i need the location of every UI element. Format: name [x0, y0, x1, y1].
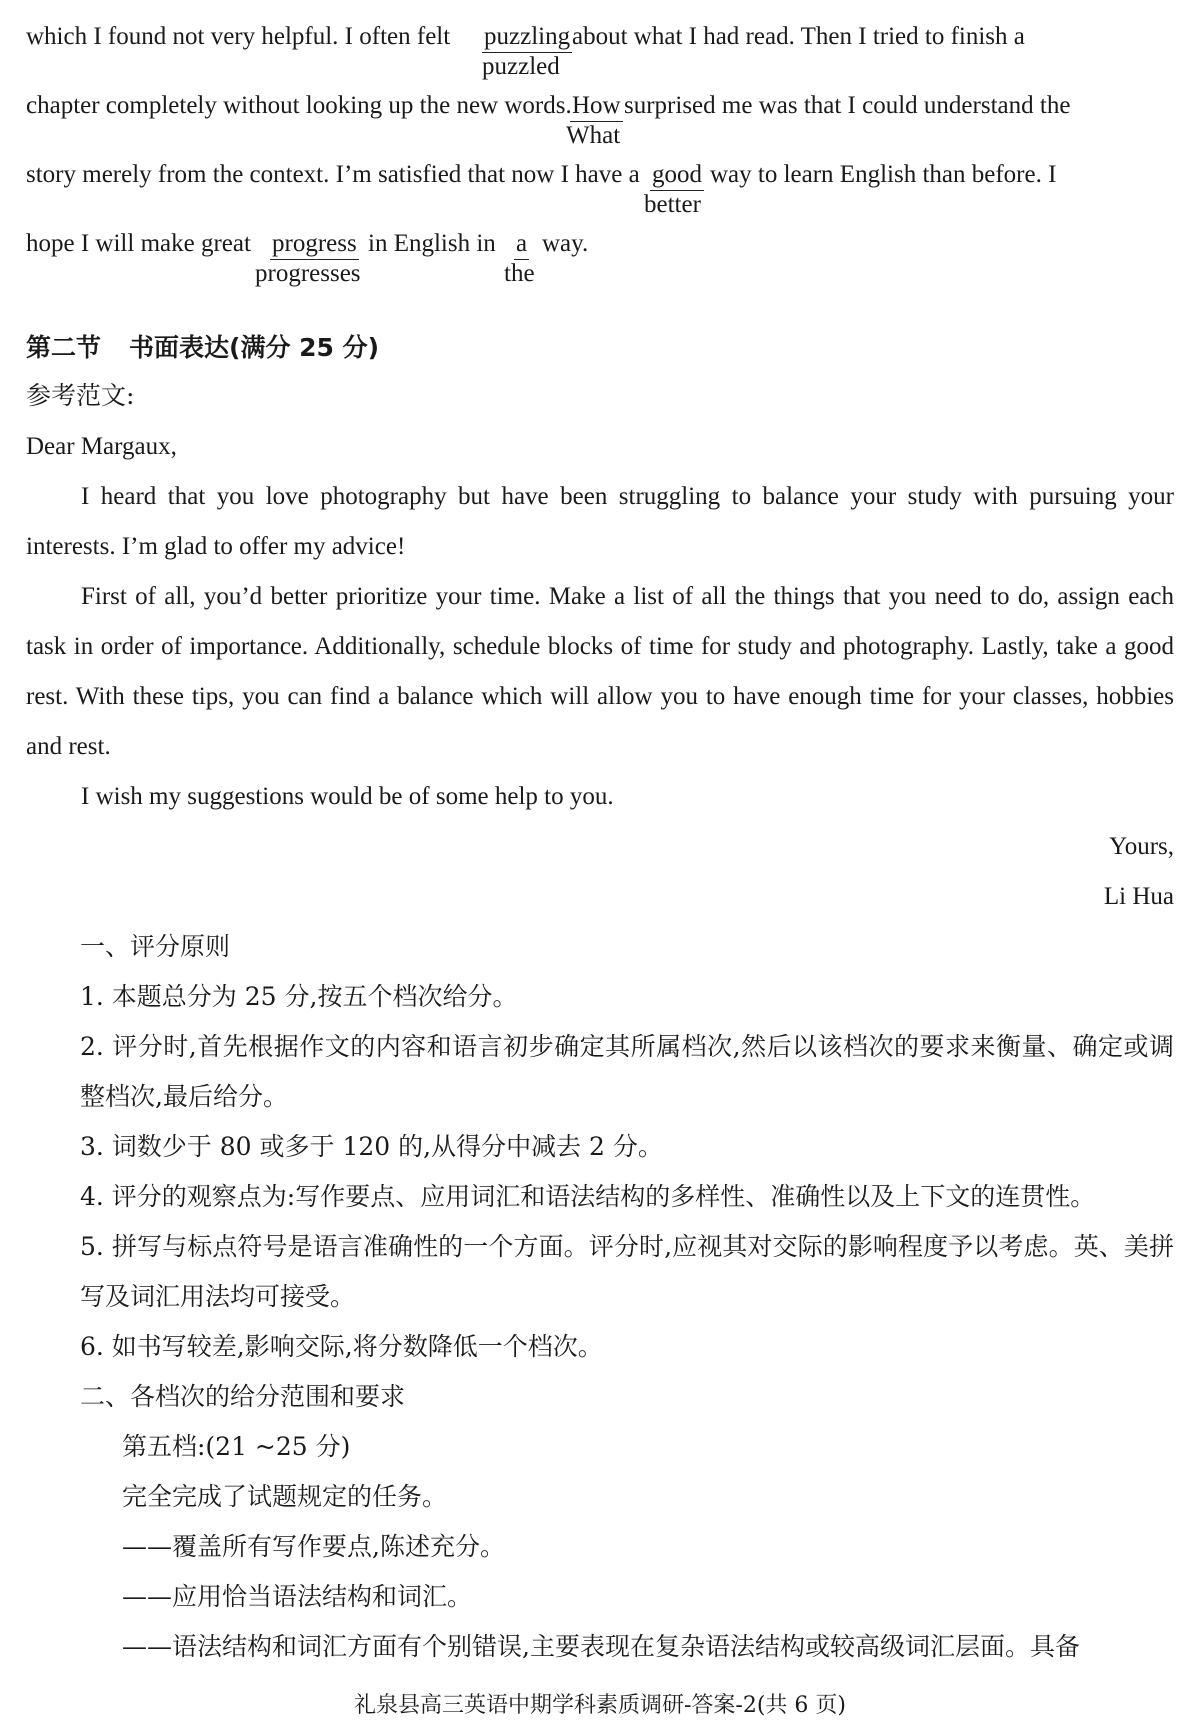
- letter-signer: Li Hua: [1103, 883, 1174, 910]
- rule-item-5: 5. 拼写与标点符号是语言准确性的一个方面。评分时,应视其对交际的影响程度予以考虑。英、美拼写及词汇用法均可接受。: [80, 1232, 1174, 1311]
- letter-paragraph-3: I wish my suggestions would be of some help to you.: [81, 783, 614, 810]
- correction-fix: What: [566, 122, 621, 149]
- rule-item-6: 6. 如书写较差,影响交际,将分数降低一个档次。: [80, 1332, 603, 1361]
- error-word: How: [570, 91, 623, 122]
- correction-fix: progresses: [255, 260, 361, 287]
- rules-heading-2: 二、各档次的给分范围和要求: [80, 1382, 406, 1411]
- rules-heading-1: 一、评分原则: [80, 932, 231, 961]
- rule-item-3: 3. 词数少于 80 或多于 120 的,从得分中减去 2 分。: [80, 1132, 663, 1161]
- line-text-before: hope I will make great: [26, 230, 251, 257]
- rule-item-2: 2. 评分时,首先根据作文的内容和语言初步确定其所属档次,然后以该档次的要求来衡量、确定或调整档次,最后给分。: [80, 1032, 1174, 1111]
- letter-closing: Yours,: [1109, 833, 1174, 860]
- section-heading: [26, 328, 379, 364]
- line-text-before: chapter completely without looking up the new words.: [26, 92, 572, 119]
- line-text-middle: in English in: [368, 230, 496, 257]
- letter-paragraph-2: First of all, you’d better prioritize your time. Make a list of all the things that you need to do, assign each task in order of importance. Additionally, schedule blocks of time for study and photography. Lastly, take a good rest. With these tips, you can find a balance which will allow you to have enough time for your classes, hobbies and rest.: [26, 583, 1174, 760]
- line-text-after: about what I had read. Then I tried to finish a: [572, 23, 1025, 50]
- error-word: good: [650, 160, 704, 191]
- page-footer: 礼泉县高三英语中期学科素质调研-答案-2(共 6 页): [353, 1693, 846, 1718]
- correction-fix: puzzled: [482, 53, 560, 80]
- error-word: puzzling: [482, 22, 572, 53]
- letter-paragraph-1: I heard that you love photography but have been struggling to balance your study with pursuing your interests. I’m glad to offer my advice!: [26, 483, 1174, 560]
- line-text-after: surprised me was that I could understand the: [624, 92, 1071, 119]
- rule-item-4: 4. 评分的观察点为:写作要点、应用词汇和语法结构的多样性、准确性以及上下文的连贯性。: [80, 1182, 1096, 1211]
- error-word: progress: [270, 229, 359, 260]
- level-five-item: ——覆盖所有写作要点,陈述充分。: [122, 1532, 505, 1561]
- line-text-after: way to learn English than before. I: [710, 161, 1057, 188]
- error-word: a: [514, 229, 529, 260]
- level-five-title: 第五档:(21 ~25 分): [122, 1432, 351, 1461]
- line-text-before: story merely from the context. I’m satisfied that now I have a: [26, 161, 640, 188]
- correction-fix: better: [644, 191, 701, 218]
- line-text-after: way.: [542, 230, 589, 257]
- section-title: 第二节: [26, 333, 102, 362]
- level-five-item: ——应用恰当语法结构和词汇。: [122, 1582, 473, 1611]
- reference-label: 参考范文:: [26, 381, 135, 410]
- letter-salutation: Dear Margaux,: [26, 433, 177, 460]
- rule-item-1: 1. 本题总分为 25 分,按五个档次给分。: [80, 982, 518, 1011]
- level-five-item: 完全完成了试题规定的任务。: [122, 1482, 448, 1511]
- correction-fix: the: [504, 260, 535, 287]
- section-subtitle: 书面表达(满分 25 分): [129, 333, 380, 362]
- level-five-item: ——语法结构和词汇方面有个别错误,主要表现在复杂语法结构或较高级词汇层面。具备: [122, 1632, 1080, 1661]
- line-text-before: which I found not very helpful. I often felt: [26, 23, 451, 50]
